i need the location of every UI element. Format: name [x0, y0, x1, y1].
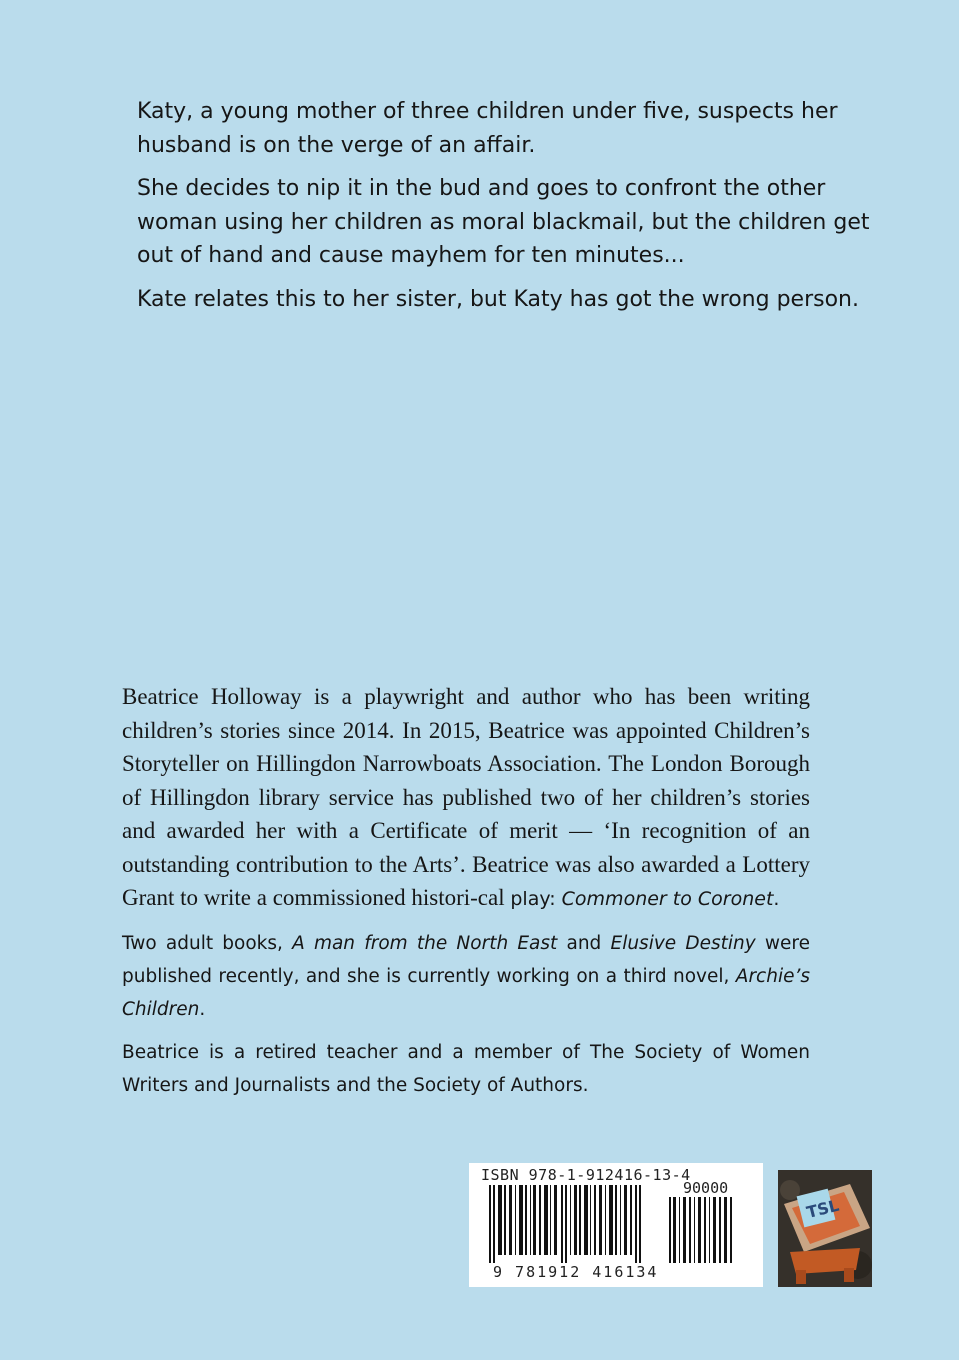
bio-paragraph-3: Beatrice is a retired teacher and a member of The Society of Women Writers and Journalists and the Society of Authors. [122, 1041, 810, 1096]
book-title-2: Elusive Destiny [610, 932, 756, 954]
bio-p2-c: were published recently, and she is currently working on a third novel, [122, 932, 810, 987]
bio-paragraph-1 [122, 680, 810, 917]
bio-p1-end: . [773, 888, 780, 910]
author-bio [122, 680, 810, 1102]
bio-p1-play-title: Commoner to Coronet [561, 888, 774, 910]
bio-p2-d: . [199, 998, 206, 1020]
blurb [137, 95, 877, 326]
bio-p1-play-prefix: play: [510, 888, 562, 910]
publisher-logo-image [778, 1170, 872, 1287]
bio-p2-a: Two adult books, [122, 932, 293, 954]
bio-p2-b: and [557, 932, 611, 954]
blurb-paragraph-1: Katy, a young mother of three children under five, suspects her husband is on the verge of an affair. [137, 99, 838, 158]
svg-text:TSL: TSL [804, 1195, 841, 1223]
barcode-addon-number: 90000 [683, 1179, 729, 1197]
book-title-3: Archie’s Children [122, 965, 810, 1020]
isbn-barcode [469, 1163, 763, 1287]
barcode-addon-bars [669, 1197, 739, 1263]
barcode-bars [489, 1185, 659, 1263]
publisher-logo [778, 1170, 872, 1287]
blurb-paragraph-2: She decides to nip it in the bud and goes to confront the other woman using her children as moral blackmail, but the children get out of hand and cause mayhem for ten minutes... [137, 176, 870, 268]
bio-paragraph-2 [122, 927, 810, 1026]
blurb-paragraph-3: Kate relates this to her sister, but Katy has got the wrong person. [137, 286, 859, 312]
barcode-digits: 9 781912 416134 [493, 1263, 659, 1281]
bio-p1-text: Beatrice Holloway is a playwright and author who has been writing children’s stories since 2014. In 2015, Beatrice was appointed Children’s Storyteller on Hillingdon Narrowboats Association. The London Borough of Hillingdon library service has published two of her children’s stories and awarded her with a Certificate of merit — ‘In recognition of an outstanding contribution to the Arts’. Beatrice was also awarded a Lottery Grant to write a commissioned histori-cal [122, 684, 810, 910]
isbn-label: ISBN 978-1-912416-13-4 [481, 1166, 691, 1184]
book-title-1: A man from the North East [292, 932, 558, 954]
